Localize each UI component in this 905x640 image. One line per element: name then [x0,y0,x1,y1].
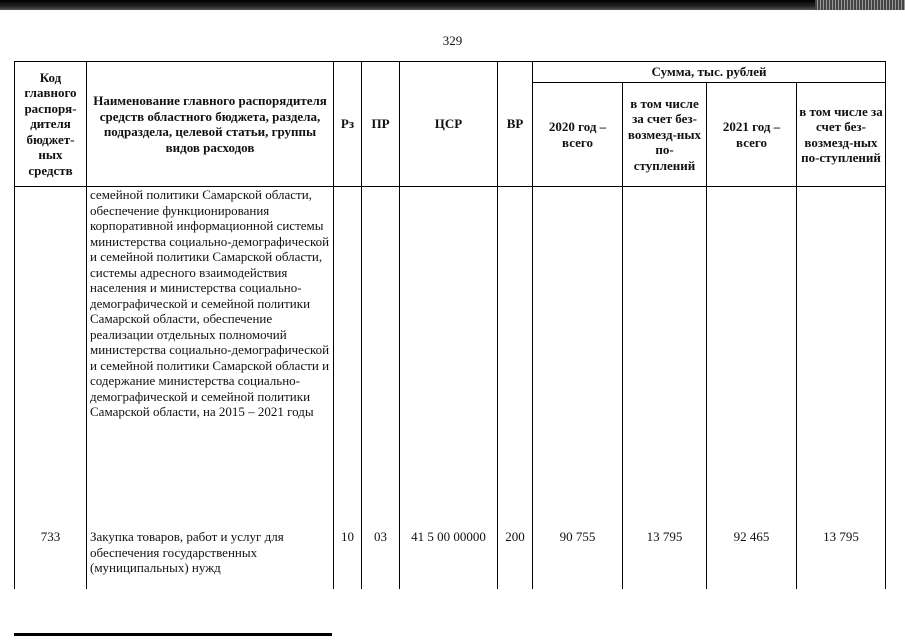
cell-2020-free: 13 795 [623,527,707,589]
cell-rz: 10 [334,527,362,589]
header-sum-group: Сумма, тыс. рублей [533,62,886,83]
header-vr: ВР [498,62,533,187]
header-2021-total: 2021 год – всего [707,83,797,187]
cell-pr: 03 [362,527,400,589]
table-body [15,187,886,590]
cell-vr: 200 [498,527,533,589]
header-2021-free: в том числе за счет без-возмезд-ных по-ступлений [797,83,886,187]
header-code: Код главного распоря-дителя бюджет-ных средств [15,62,87,187]
footnote-rule [14,633,332,636]
header-name: Наименование главного распорядителя средств областного бюджета, раздела, подраздела, целевой статьи, группы видов расходов [87,62,334,187]
cell-csr: 41 5 00 00000 [400,527,498,589]
table-row [15,527,886,589]
cell-2021-free: 13 795 [797,527,886,589]
table-row-continuation [15,187,886,528]
table-header [15,62,886,187]
header-csr: ЦСР [400,62,498,187]
cell-2021-total: 92 465 [707,527,797,589]
header-rz: Рз [334,62,362,187]
budget-table [14,61,886,589]
header-pr: ПР [362,62,400,187]
cell-name: Закупка товаров, работ и услуг для обеспечения государственных (муниципальных) нужд [87,527,334,589]
scan-edge-top [0,0,905,10]
cell-2020-total: 90 755 [533,527,623,589]
continued-name-cell: семейной политики Самарской области, обеспечение функционирования корпоративной информационной системы министерства социально-демографической и семейной политики Самарской области, системы адресного взаимодействия населения и министерства социально-демографической и семейной политики Самарской области, обеспечение реализации отдельных полномочий министерства социально-демографической и семейной политики Самарской области и содержание министерства социально-демографической и семейной политики Самарской области, на 2015 – 2021 годы [87,187,334,528]
page-number: 329 [442,33,463,48]
header-2020-total: 2020 год – всего [533,83,623,187]
header-2020-free: в том числе за счет без-возмезд-ных по-ступлений [623,83,707,187]
cell-code: 733 [15,527,87,589]
